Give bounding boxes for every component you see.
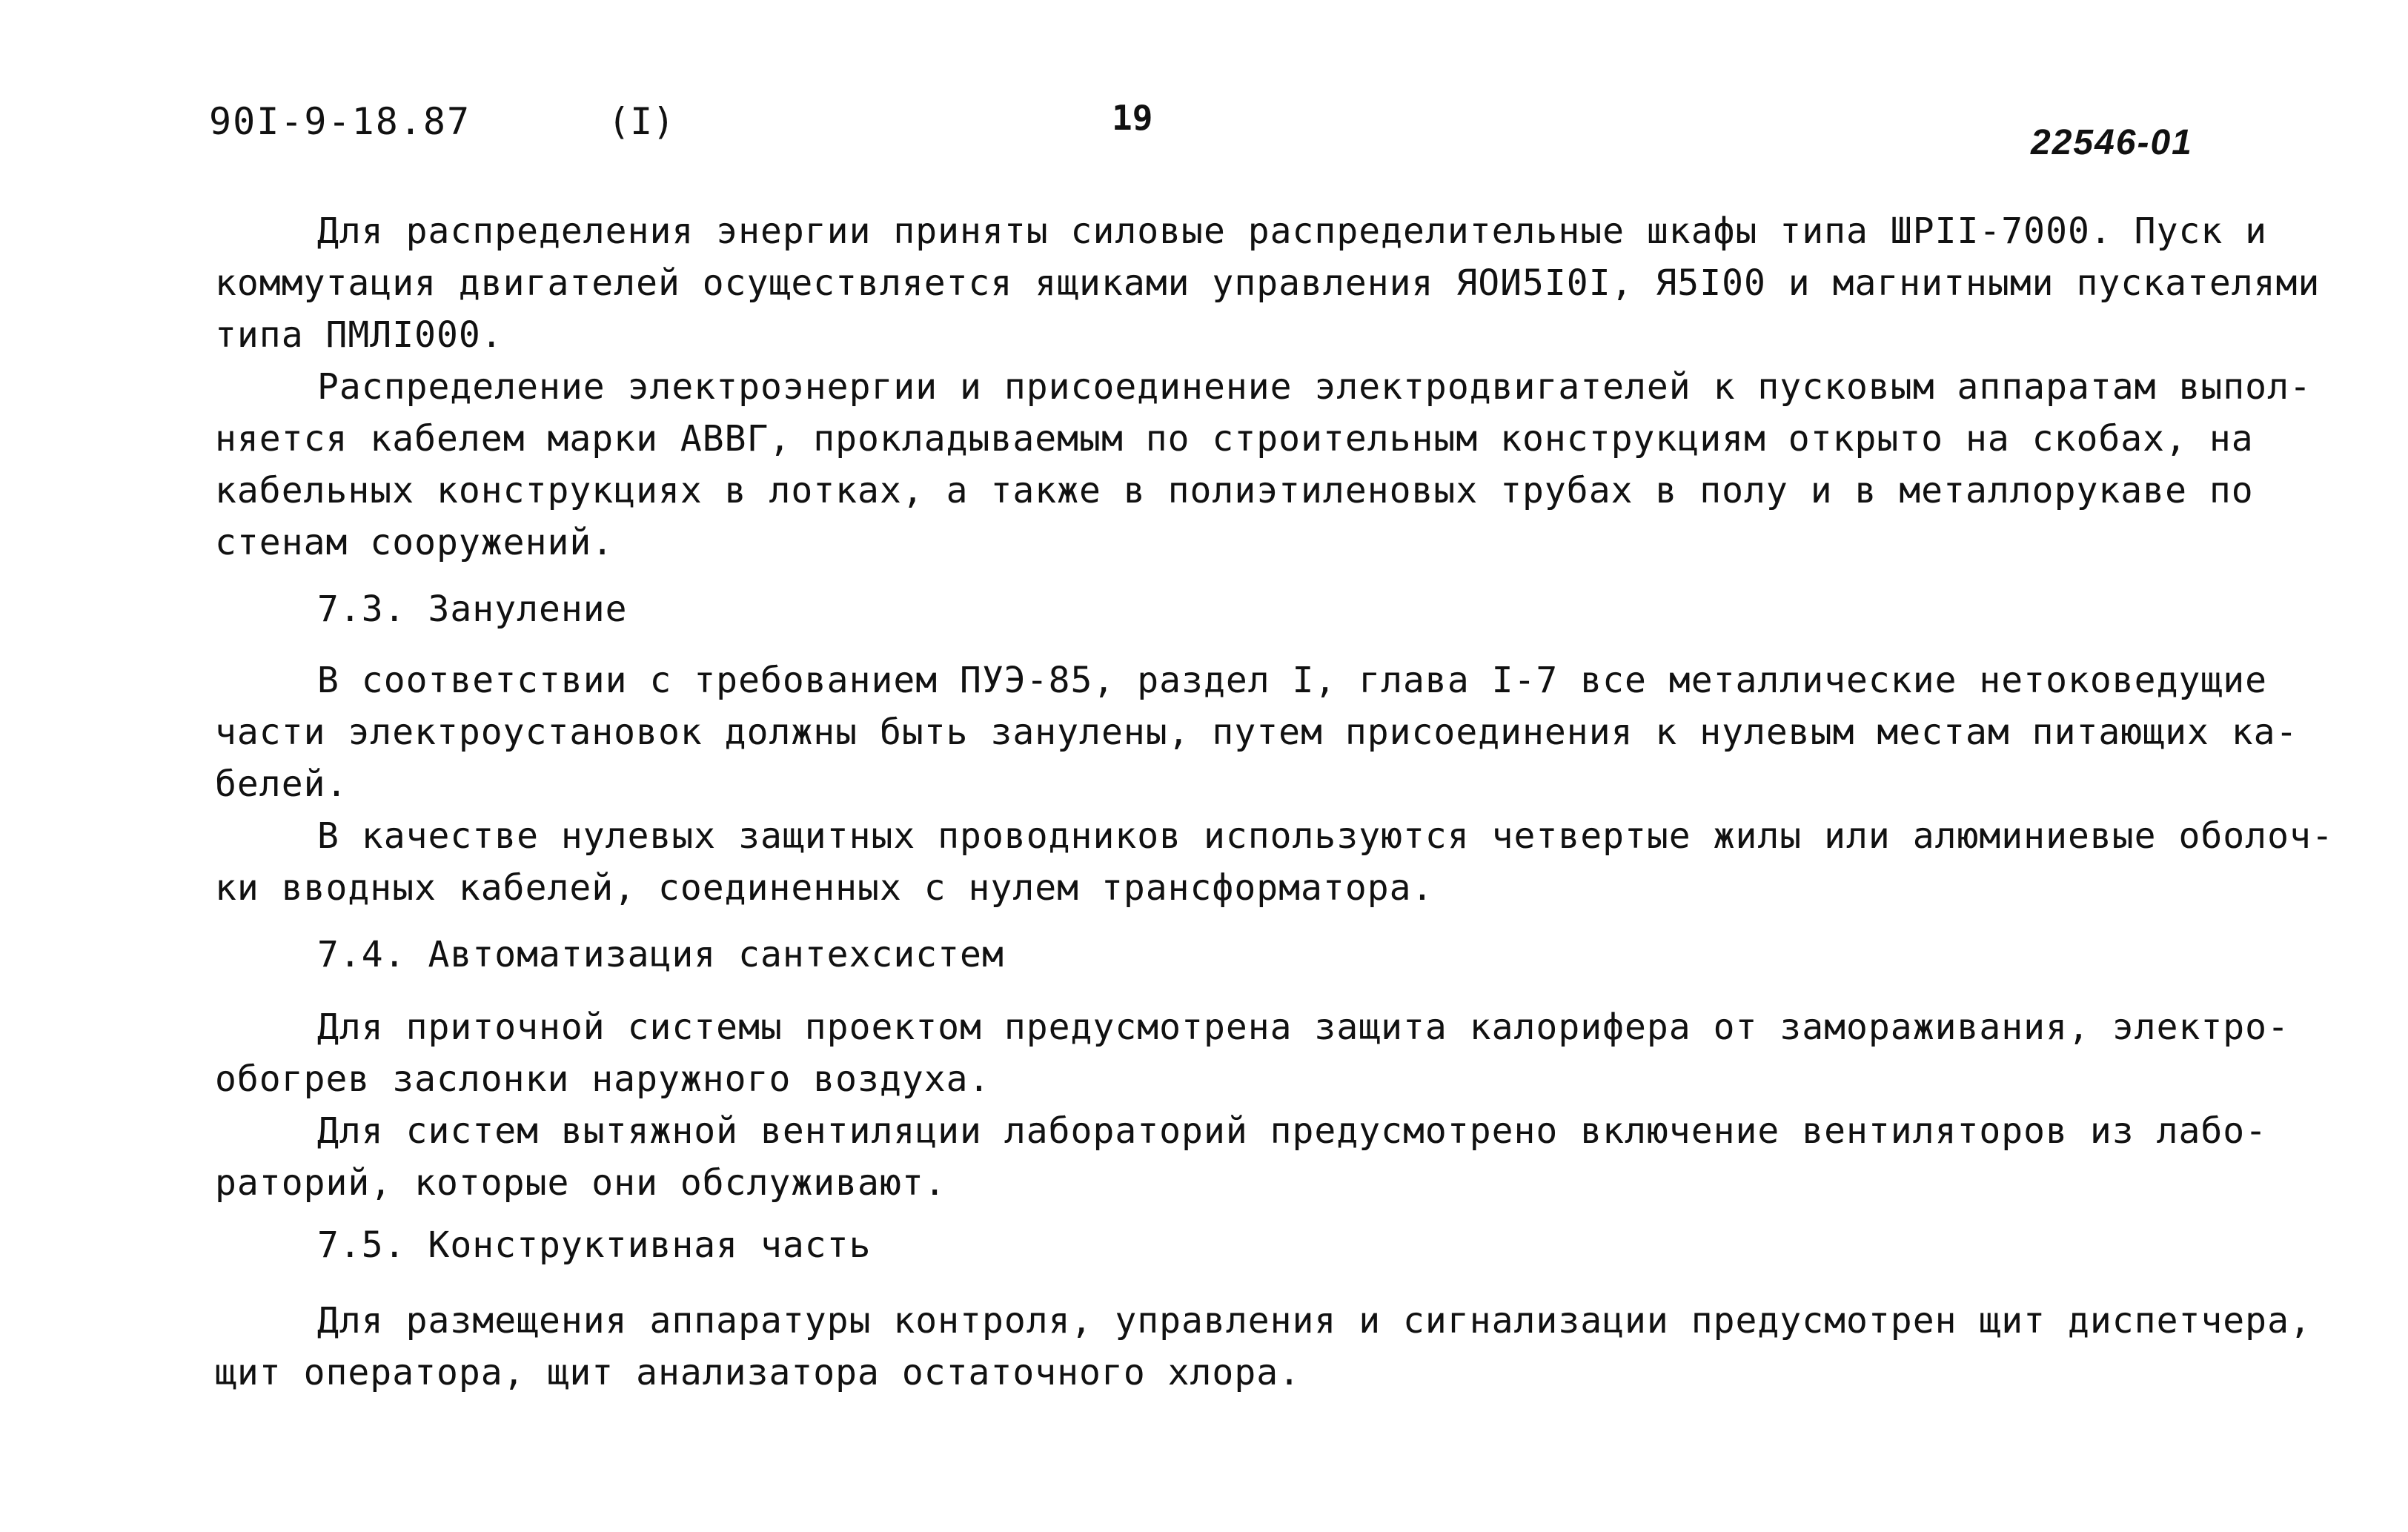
sheet-number: (I) [608, 100, 675, 143]
paragraph-line: щит оператора, щит анализатора остаточного хлора. [215, 1352, 1301, 1393]
paragraph-line: няется кабелем марки АВВГ, прокладываемым по строительным конструкциям открыто на скобах, на [215, 418, 2254, 460]
paragraph-line: ки вводных кабелей, соединенных с нулем трансформатора. [215, 867, 1434, 909]
paragraph-line: Для размещения аппаратуры контроля, управления и сигнализации предусмотрен щит диспетчера, [317, 1300, 2312, 1342]
section-heading: 7.5. Конструктивная часть [317, 1224, 872, 1266]
paragraph-line: Для распределения энергии приняты силовые распределительные шкафы типа ШРII-7000. Пуск и [317, 210, 2268, 252]
document-code: 90I-9-18.87 [209, 100, 471, 143]
paragraph-line: стенам сооружений. [215, 522, 614, 563]
paragraph-line: Для приточной системы проектом предусмотрена защита калорифера от замораживания, электро- [317, 1007, 2289, 1048]
paragraph-line: Распределение электроэнергии и присоединение электродвигателей к пусковым аппаратам выпол- [317, 366, 2312, 408]
paragraph-line: В соответствии с требованием ПУЭ-85, раздел I, глава I-7 все металлические нетоковедущие [317, 660, 2268, 701]
page-number: 19 [1112, 98, 1153, 138]
paragraph-line: типа ПМЛI000. [215, 314, 503, 356]
paragraph-line: обогрев заслонки наружного воздуха. [215, 1058, 991, 1100]
paragraph-line: белей. [215, 763, 348, 805]
paragraph-line: части электроустановок должны быть занулены, путем присоединения к нулевым местам питающих ка- [215, 712, 2298, 753]
paragraph-line: В качестве нулевых защитных проводников используются четвертые жилы или алюминиевые оболоч- [317, 815, 2334, 857]
section-heading: 7.4. Автоматизация сантехсистем [317, 934, 1004, 975]
paragraph-line: коммутация двигателей осуществляется ящиками управления ЯОИ5I0I, Я5I00 и магнитными пускателями [215, 262, 2321, 304]
paragraph-line: кабельных конструкциях в лотках, а также в полиэтиленовых трубах в полу и в металлорукаве по [215, 470, 2254, 511]
paragraph-line: раторий, которые они обслуживают. [215, 1162, 946, 1204]
section-heading: 7.3. Зануление [317, 588, 628, 630]
paragraph-line: Для систем вытяжной вентиляции лабораторий предусмотрено включение вентиляторов из лабо- [317, 1110, 2268, 1152]
inventory-number: 22546-01 [2031, 123, 2193, 162]
